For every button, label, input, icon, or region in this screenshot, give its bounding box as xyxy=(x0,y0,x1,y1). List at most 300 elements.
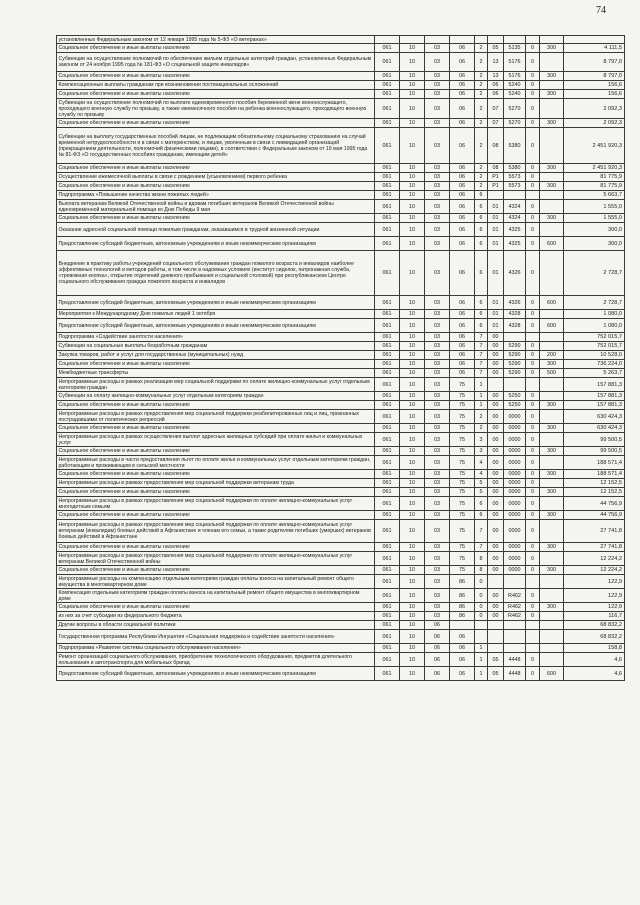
row-code: 600 xyxy=(540,296,564,310)
row-code: 300 xyxy=(540,214,564,223)
row-code: 10 xyxy=(400,319,425,333)
row-code: 300 xyxy=(540,360,564,369)
row-code: 05 xyxy=(488,667,504,681)
row-code: 75 xyxy=(450,410,475,424)
row-code xyxy=(540,575,564,589)
row-description: Непрограммные расходы в рамках осуществления выплат адресных жилищных субсидий при оплате жилья и коммунальных услуг xyxy=(57,433,375,447)
row-code: 061 xyxy=(375,90,400,99)
row-description: Социальное обеспечение и иные выплаты населению xyxy=(57,119,375,128)
row-amount: 12 152,5 xyxy=(564,488,625,497)
row-description: Компенсация отдельным категориям граждан оплаты взноса на капитальный ремонт общего имущества в многоквартирном доме xyxy=(57,589,375,603)
table-row xyxy=(57,511,625,520)
row-code: 00 xyxy=(488,543,504,552)
row-amount: 5 663,7 xyxy=(564,191,625,200)
row-code: 0 xyxy=(526,612,540,621)
row-amount: 157 881,3 xyxy=(564,378,625,392)
row-code: 03 xyxy=(425,378,450,392)
row-code xyxy=(526,644,540,653)
row-code: 10 xyxy=(400,44,425,53)
row-amount: 2 728,7 xyxy=(564,296,625,310)
row-code: 300 xyxy=(540,603,564,612)
row-code: 10 xyxy=(400,575,425,589)
row-code xyxy=(540,479,564,488)
row-amount: 156,6 xyxy=(564,90,625,99)
row-code: 5176 xyxy=(504,72,526,81)
row-amount: 81 775,9 xyxy=(564,182,625,191)
row-code: 03 xyxy=(425,191,450,200)
row-description: Непрограммные расходы на компенсацию отдельным категориям граждан оплаты взноса на капитальный ремонт общего имущества в многоквартирном доме xyxy=(57,575,375,589)
row-code: 8 xyxy=(475,566,488,575)
table-row xyxy=(57,53,625,72)
row-code xyxy=(540,200,564,214)
row-code: 5240 xyxy=(504,81,526,90)
row-amount: 27 741,8 xyxy=(564,520,625,543)
row-code: 4448 xyxy=(504,667,526,681)
row-code xyxy=(540,333,564,342)
row-code: 06 xyxy=(450,99,475,119)
row-code: 10 xyxy=(400,667,425,681)
row-description: Подпрограмма «Содействие занятости населения» xyxy=(57,333,375,342)
row-code: 2 xyxy=(475,72,488,81)
row-code: 1 xyxy=(475,392,488,401)
row-code xyxy=(540,99,564,119)
row-code: 0 xyxy=(526,520,540,543)
row-code: 0 xyxy=(526,401,540,410)
row-amount: 752 015,7 xyxy=(564,342,625,351)
row-code xyxy=(540,630,564,644)
row-code: 061 xyxy=(375,392,400,401)
row-description: Субвенции на социальные выплаты безработным гражданам xyxy=(57,342,375,351)
table-row xyxy=(57,99,625,119)
row-description: Непрограммные расходы в рамках предоставления мер социальной поддержки по оплате жилищно-коммунальных услуг многодетным семьям xyxy=(57,497,375,511)
row-code: 10 xyxy=(400,653,425,667)
row-code: 00 xyxy=(488,511,504,520)
row-code: 500 xyxy=(540,369,564,378)
row-code: 0 xyxy=(526,53,540,72)
row-code: 300 xyxy=(540,470,564,479)
row-code: 0 xyxy=(526,237,540,251)
row-code: 10 xyxy=(400,360,425,369)
row-amount: 12 224,2 xyxy=(564,552,625,566)
table-row xyxy=(57,128,625,164)
table-row xyxy=(57,433,625,447)
row-code: 75 xyxy=(450,424,475,433)
row-code: P1 xyxy=(488,182,504,191)
row-code: 300 xyxy=(540,119,564,128)
row-code: 061 xyxy=(375,447,400,456)
row-amount: 156,6 xyxy=(564,81,625,90)
row-code: 03 xyxy=(425,81,450,90)
row-code: 06 xyxy=(450,319,475,333)
row-code: 061 xyxy=(375,351,400,360)
row-code: 4325 xyxy=(504,223,526,237)
row-amount: 752 015,7 xyxy=(564,333,625,342)
row-code: 01 xyxy=(488,200,504,214)
row-code xyxy=(475,621,488,630)
row-code xyxy=(526,630,540,644)
table-row xyxy=(57,342,625,351)
row-code xyxy=(504,621,526,630)
row-code: 10 xyxy=(400,214,425,223)
row-code: 0 xyxy=(526,667,540,681)
row-code: 06 xyxy=(450,653,475,667)
row-code xyxy=(504,36,526,44)
row-code: 0 xyxy=(526,182,540,191)
row-code: 2 xyxy=(475,119,488,128)
row-description: Предоставление субсидий бюджетным, автономным учреждениям и иным некоммерческим организациям xyxy=(57,237,375,251)
row-code: 061 xyxy=(375,401,400,410)
row-amount: 99 500,5 xyxy=(564,433,625,447)
row-code: 2 xyxy=(475,182,488,191)
row-code: 86 xyxy=(450,575,475,589)
row-code: 300 xyxy=(540,182,564,191)
row-code: 01 xyxy=(488,319,504,333)
row-code xyxy=(526,621,540,630)
row-code: 10 xyxy=(400,488,425,497)
row-code: 7 xyxy=(475,369,488,378)
row-description: Компенсационные выплаты гражданам при возникновении поствакцинальных осложнений xyxy=(57,81,375,90)
row-code: 061 xyxy=(375,333,400,342)
row-code: 5290 xyxy=(504,369,526,378)
row-code xyxy=(540,53,564,72)
row-code: 2 xyxy=(475,44,488,53)
row-code: 061 xyxy=(375,488,400,497)
row-code: 10 xyxy=(400,497,425,511)
row-code: 2 xyxy=(475,99,488,119)
row-code xyxy=(504,575,526,589)
table-row xyxy=(57,182,625,191)
row-code xyxy=(540,128,564,164)
row-code xyxy=(488,621,504,630)
row-code: 300 xyxy=(540,543,564,552)
row-code: 03 xyxy=(425,543,450,552)
table-row xyxy=(57,566,625,575)
row-code: 06 xyxy=(450,667,475,681)
row-code: 0 xyxy=(526,511,540,520)
row-description: Непрограммные расходы в рамках предоставления мер социальной поддержки по оплате жилищно-коммунальных услуг ветеранам Великой Отечественной войны xyxy=(57,552,375,566)
page-number: 74 xyxy=(596,5,606,16)
row-code xyxy=(526,575,540,589)
row-code: 0 xyxy=(526,342,540,351)
row-code: 06 xyxy=(450,119,475,128)
row-code: 061 xyxy=(375,119,400,128)
row-code: 00 xyxy=(488,410,504,424)
row-code xyxy=(425,36,450,44)
row-code: 2 xyxy=(475,424,488,433)
row-code: 00 xyxy=(488,424,504,433)
row-code: 03 xyxy=(425,410,450,424)
row-code: 75 xyxy=(450,447,475,456)
row-code: 00 xyxy=(488,392,504,401)
table-row xyxy=(57,653,625,667)
table-row xyxy=(57,81,625,90)
row-code: 10 xyxy=(400,191,425,200)
row-code: 10 xyxy=(400,378,425,392)
row-code xyxy=(375,36,400,44)
row-amount: 81 775,9 xyxy=(564,173,625,182)
row-code: 10 xyxy=(400,90,425,99)
table-row xyxy=(57,575,625,589)
row-code: 00 xyxy=(488,552,504,566)
row-code: 00 xyxy=(488,342,504,351)
row-amount: 12 224,2 xyxy=(564,566,625,575)
row-code: 6 xyxy=(475,223,488,237)
row-code: 0 xyxy=(526,128,540,164)
row-code: 0000 xyxy=(504,424,526,433)
row-code: 03 xyxy=(425,90,450,99)
row-code: 00 xyxy=(488,497,504,511)
row-code: 1 xyxy=(475,644,488,653)
table-row xyxy=(57,410,625,424)
row-description: Социальное обеспечение и иные выплаты населению xyxy=(57,214,375,223)
row-code: 10 xyxy=(400,630,425,644)
row-code: 061 xyxy=(375,520,400,543)
row-description: Непрограммные расходы в части предоставления льгот по оплате жилья и коммунальных услуг отдельным категориям граждан, работающим и проживающим в сельской местности xyxy=(57,456,375,470)
row-code xyxy=(488,191,504,200)
row-code: 10 xyxy=(400,433,425,447)
row-code xyxy=(540,251,564,296)
row-code: 03 xyxy=(425,319,450,333)
table-row xyxy=(57,552,625,566)
row-code: 061 xyxy=(375,378,400,392)
row-code: 03 xyxy=(425,470,450,479)
row-code: 061 xyxy=(375,44,400,53)
row-amount: 8 797,0 xyxy=(564,72,625,81)
row-code: 4325 xyxy=(504,237,526,251)
row-code: 061 xyxy=(375,99,400,119)
table-row xyxy=(57,378,625,392)
row-amount: 157 881,3 xyxy=(564,392,625,401)
row-code: 061 xyxy=(375,667,400,681)
row-code: 5240 xyxy=(504,90,526,99)
row-code: 061 xyxy=(375,342,400,351)
table-row xyxy=(57,456,625,470)
table-row xyxy=(57,351,625,360)
row-code: 061 xyxy=(375,497,400,511)
row-code: 0 xyxy=(526,81,540,90)
row-code: 03 xyxy=(425,520,450,543)
row-amount: 188 571,4 xyxy=(564,456,625,470)
row-amount: 44 756,9 xyxy=(564,511,625,520)
row-code: 0 xyxy=(526,410,540,424)
row-code: 03 xyxy=(425,447,450,456)
row-code: 00 xyxy=(488,351,504,360)
row-code: 75 xyxy=(450,392,475,401)
row-code: 5290 xyxy=(504,360,526,369)
table-row xyxy=(57,223,625,237)
row-description: Социальное обеспечение и иные выплаты населению xyxy=(57,90,375,99)
row-code: 00 xyxy=(488,603,504,612)
row-code: 10 xyxy=(400,621,425,630)
row-code xyxy=(540,497,564,511)
row-code: 0 xyxy=(526,200,540,214)
row-code: 8 xyxy=(475,552,488,566)
row-code: 0 xyxy=(526,319,540,333)
row-code: 0 xyxy=(475,575,488,589)
row-code: 03 xyxy=(425,223,450,237)
row-code: 7 xyxy=(475,520,488,543)
row-description: Социальное обеспечение и иные выплаты населению xyxy=(57,360,375,369)
row-description: Социальное обеспечение и иные выплаты населению xyxy=(57,447,375,456)
row-code: 06 xyxy=(425,630,450,644)
row-code: 0 xyxy=(526,566,540,575)
row-code: 00 xyxy=(488,470,504,479)
row-code: 10 xyxy=(400,251,425,296)
row-description: Социальное обеспечение и иные выплаты населению xyxy=(57,543,375,552)
row-code: 0 xyxy=(526,251,540,296)
budget-table-body xyxy=(57,36,625,681)
row-code: 75 xyxy=(450,552,475,566)
row-amount: 10 528,0 xyxy=(564,351,625,360)
row-code xyxy=(488,378,504,392)
row-amount: 4,6 xyxy=(564,667,625,681)
row-code: 10 xyxy=(400,612,425,621)
table-row xyxy=(57,164,625,173)
row-description: Предоставление субсидий бюджетным, автономным учреждениям и иным некоммерческим организациям xyxy=(57,667,375,681)
row-code: 0 xyxy=(526,653,540,667)
row-code: 86 xyxy=(450,612,475,621)
row-code: 06 xyxy=(450,72,475,81)
row-code: 07 xyxy=(488,99,504,119)
row-code: 06 xyxy=(450,90,475,99)
row-description: Социальное обеспечение и иные выплаты населению xyxy=(57,401,375,410)
row-code: 10 xyxy=(400,566,425,575)
row-code: 300 xyxy=(540,44,564,53)
row-description: Государственная программа Республики Ингушетия «Социальная поддержка и содействие занятости населения» xyxy=(57,630,375,644)
row-code: 06 xyxy=(450,164,475,173)
row-code: 2 xyxy=(475,128,488,164)
row-code: 75 xyxy=(450,520,475,543)
row-code: 1 xyxy=(475,401,488,410)
row-code: 10 xyxy=(400,552,425,566)
row-code: 061 xyxy=(375,251,400,296)
row-code: R462 xyxy=(504,603,526,612)
row-description: Оказание адресной социальной помощи пожилым гражданам, оказавшимся в трудной жизненной ситуации xyxy=(57,223,375,237)
row-code: 5270 xyxy=(504,119,526,128)
row-code: 03 xyxy=(425,182,450,191)
row-code: 03 xyxy=(425,200,450,214)
row-code: 6 xyxy=(475,237,488,251)
row-description: Выплата ветеранам Великой Отечественной войны и вдовам погибших ветеранов Великой Отечественной войны единовременной материальной помощи ко Дню Победы 9 мая xyxy=(57,200,375,214)
row-code: 01 xyxy=(488,296,504,310)
row-code: 86 xyxy=(450,589,475,603)
row-code: 4328 xyxy=(504,319,526,333)
row-code: 06 xyxy=(450,173,475,182)
row-code: 0 xyxy=(526,497,540,511)
row-code: 06 xyxy=(450,182,475,191)
table-row xyxy=(57,630,625,644)
row-code: 01 xyxy=(488,223,504,237)
table-row xyxy=(57,214,625,223)
row-description: Социальное обеспечение и иные выплаты населению xyxy=(57,44,375,53)
row-code: 75 xyxy=(450,470,475,479)
row-code: 2 xyxy=(475,173,488,182)
row-code: 0 xyxy=(475,589,488,603)
row-code: 06 xyxy=(450,342,475,351)
row-amount: 12 152,5 xyxy=(564,479,625,488)
row-description: Предоставление субсидий бюджетным, автономным учреждениям и иным некоммерческим организациям xyxy=(57,319,375,333)
row-code: 10 xyxy=(400,310,425,319)
row-code: 061 xyxy=(375,200,400,214)
row-code: 5573 xyxy=(504,173,526,182)
row-code: 4 xyxy=(475,456,488,470)
row-code: 03 xyxy=(425,369,450,378)
row-code: 061 xyxy=(375,433,400,447)
row-description: Социальное обеспечение и иные выплаты населению xyxy=(57,488,375,497)
row-code: 300 xyxy=(540,488,564,497)
row-description: Социальное обеспечение и иные выплаты населению xyxy=(57,72,375,81)
row-code: 01 xyxy=(488,251,504,296)
row-code: 300 xyxy=(540,566,564,575)
row-code: 06 xyxy=(450,360,475,369)
row-code: 061 xyxy=(375,214,400,223)
row-code: 10 xyxy=(400,603,425,612)
row-code: 03 xyxy=(425,72,450,81)
row-code: 0 xyxy=(526,351,540,360)
row-code: 06 xyxy=(450,630,475,644)
row-code xyxy=(540,456,564,470)
row-code xyxy=(540,392,564,401)
row-code: 6 xyxy=(475,251,488,296)
row-code: 4326 xyxy=(504,251,526,296)
row-code: 10 xyxy=(400,296,425,310)
row-code: 06 xyxy=(450,333,475,342)
row-code: 10 xyxy=(400,342,425,351)
row-code: 3 xyxy=(475,447,488,456)
table-row xyxy=(57,296,625,310)
row-code: 061 xyxy=(375,644,400,653)
row-code: 03 xyxy=(425,342,450,351)
row-code: 0 xyxy=(526,456,540,470)
row-code: 10 xyxy=(400,53,425,72)
row-code: 00 xyxy=(488,360,504,369)
row-description: Предоставление субсидий бюджетным, автономным учреждениям и иным некоммерческим организациям xyxy=(57,296,375,310)
row-code: 03 xyxy=(425,119,450,128)
row-code: 0 xyxy=(526,72,540,81)
row-code xyxy=(540,589,564,603)
row-description: Социальное обеспечение и иные выплаты населению xyxy=(57,182,375,191)
row-code: 10 xyxy=(400,511,425,520)
row-code xyxy=(504,378,526,392)
row-code: 10 xyxy=(400,200,425,214)
row-code: 06 xyxy=(450,200,475,214)
row-code: 10 xyxy=(400,543,425,552)
row-code: 061 xyxy=(375,612,400,621)
row-code: 0 xyxy=(526,310,540,319)
row-code: 10 xyxy=(400,520,425,543)
table-row xyxy=(57,644,625,653)
row-code: 0 xyxy=(526,488,540,497)
row-code: 200 xyxy=(540,351,564,360)
row-code xyxy=(488,644,504,653)
row-code xyxy=(488,36,504,44)
row-code: 2 xyxy=(475,164,488,173)
row-code: 061 xyxy=(375,164,400,173)
row-code: 0 xyxy=(526,214,540,223)
row-description: Непрограммные расходы в рамках предоставления мер социальной поддержки по оплате жилищно-коммунальных услуг ветеранам (инвалидам) боевых действий в Афганистане и членам его семьи, а также родителям погибших (умерших) ветеранов боевых действий в Афганистане xyxy=(57,520,375,543)
row-code xyxy=(540,612,564,621)
row-code: 061 xyxy=(375,424,400,433)
row-code: 4448 xyxy=(504,653,526,667)
row-code: 061 xyxy=(375,310,400,319)
row-code: 10 xyxy=(400,237,425,251)
row-code: 06 xyxy=(450,351,475,360)
row-code: 2 xyxy=(475,410,488,424)
row-code: 06 xyxy=(488,90,504,99)
row-amount: 68 832,2 xyxy=(564,630,625,644)
row-code: 03 xyxy=(425,566,450,575)
row-code: P1 xyxy=(488,173,504,182)
